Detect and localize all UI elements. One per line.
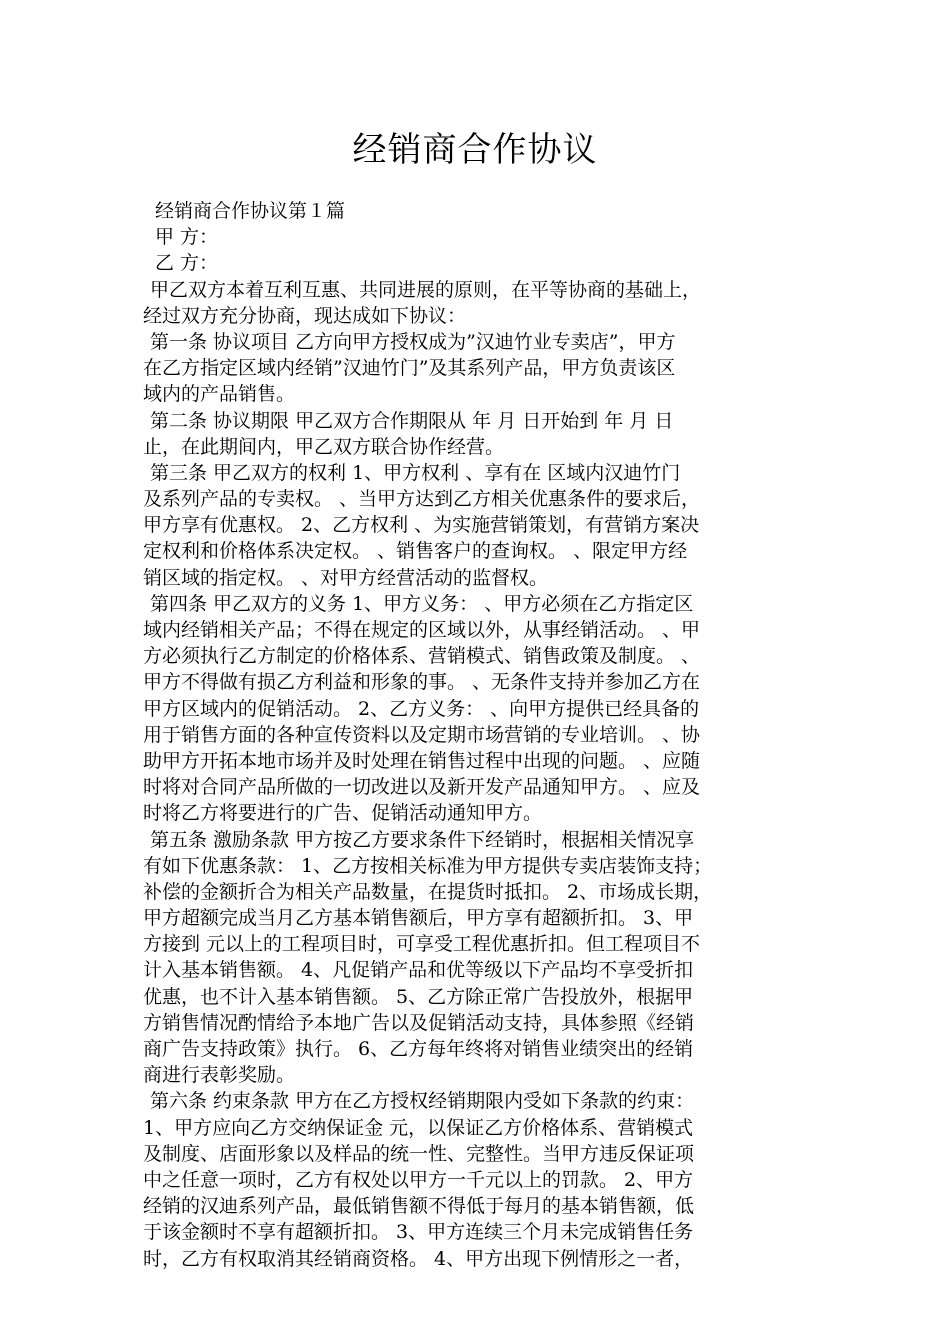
text-line: 第六条 约束条款 甲方在乙方授权经销期限内受如下条款的约束：: [150, 1090, 695, 1113]
text-line: 第三条 甲乙双方的权利 1、甲方权利 、享有在 区域内汉迪竹门: [150, 461, 681, 484]
text-line: 及系列产品的专卖权。 、当甲方达到乙方相关优惠条件的要求后，: [143, 488, 701, 511]
text-line: 时将对合同产品所做的一切改进以及新开发产品通知甲方。 、应及: [143, 776, 701, 799]
text-line: 甲 方：: [155, 226, 219, 249]
document-body: [143, 198, 811, 1272]
text-line: 方接到 元以上的工程项目时，可享受工程优惠折扣。但工程项目不: [143, 933, 701, 956]
text-line: 中之任意一项时，乙方有权处以甲方一千元以上的罚款。 2、甲方: [143, 1168, 694, 1191]
text-line: 方销售情况酌情给予本地广告以及促销活动支持，具体参照《经销: [143, 1011, 695, 1034]
text-line: 时，乙方有权取消其经销商资格。 4、甲方出现下例情形之一者，: [143, 1247, 694, 1270]
text-line: 优惠，也不计入基本销售额。 5、乙方除正常广告投放外，根据甲: [143, 985, 694, 1008]
text-line: 甲乙双方本着互利互惠、共同进展的原则，在平等协商的基础上，: [150, 278, 702, 301]
text-line: 助甲方开拓本地市场并及时处理在销售过程中出现的问题。 、应随: [143, 749, 701, 772]
text-line: 在乙方指定区域内经销”汉迪竹门”及其系列产品，甲方负责该区: [143, 357, 676, 380]
text-line: 经销的汉迪系列产品，最低销售额不得低于每月的基本销售额，低: [143, 1195, 695, 1218]
text-line: 甲方享有优惠权。 2、乙方权利 、为实施营销策划，有营销方案决: [143, 514, 700, 537]
text-line: 域内的产品销售。: [143, 383, 296, 406]
text-line: 域内经销相关产品；不得在规定的区域以外，从事经销活动。 、甲: [143, 619, 701, 641]
text-line: 甲方区域内的促销活动。 2、乙方义务： 、向甲方提供已经具备的: [143, 697, 700, 720]
text-line: 销区域的指定权。 、对甲方经营活动的监督权。: [143, 566, 549, 589]
text-line: 经销商合作协议第１篇: [155, 200, 346, 222]
text-line: 方必须执行乙方制定的价格体系、营销模式、销售政策及制度。 、: [143, 645, 701, 668]
text-line: 第四条 甲乙双方的义务 1、甲方义务： 、甲方必须在乙方指定区: [150, 592, 694, 615]
text-line: 及制度、店面形象以及样品的统一性、完整性。当甲方违反保证项: [143, 1142, 695, 1165]
text-line: 止，在此期间内，甲乙双方联合协作经营。: [143, 435, 505, 458]
text-line: 第一条 协议项目 乙方向甲方授权成为”汉迪竹业专卖店”，甲方: [150, 330, 676, 353]
text-line: 商广告支持政策》执行。 6、乙方每年终将对销售业绩突出的经销: [143, 1038, 694, 1060]
text-line: 甲方不得做有损乙方利益和形象的事。 、无条件支持并参加乙方在: [143, 671, 701, 694]
text-line: 用于销售方面的各种宣传资料以及定期市场营销的专业培训。 、协: [143, 723, 701, 746]
text-line: 第五条 激励条款 甲方按乙方要求条件下经销时，根据相关情况享: [150, 828, 695, 851]
text-line: 计入基本销售额。 4、凡促销产品和优等级以下产品均不享受折扣: [143, 959, 694, 982]
text-line: 时将乙方将要进行的广告、促销活动通知甲方。: [143, 802, 543, 825]
text-line: 1、甲方应向乙方交纳保证金 元，以保证乙方价格体系、营销模式: [143, 1116, 694, 1139]
text-line: 商进行表彰奖励。: [143, 1064, 296, 1087]
document-title: 经销商合作协议: [352, 130, 598, 170]
text-line: 乙 方：: [155, 252, 219, 275]
text-line: 第二条 协议期限 甲乙双方合作期限从 年 月 日开始到 年 月 日: [150, 409, 674, 432]
text-line: 定权利和价格体系决定权。 、销售客户的查询权。 、限定甲方经: [143, 540, 688, 563]
text-line: 经过双方充分协商，现达成如下协议：: [143, 304, 467, 327]
text-line: 于该金额时不享有超额折扣。 3、甲方连续三个月未完成销售任务: [143, 1221, 694, 1244]
text-line: 有如下优惠条款： 1、乙方按相关标准为甲方提供专卖店装饰支持；: [143, 854, 713, 877]
text-line: 甲方超额完成当月乙方基本销售额后，甲方享有超额折扣。 3、甲: [143, 907, 694, 930]
text-line: 补偿的金额折合为相关产品数量，在提货时抵扣。 2、市场成长期，: [143, 880, 713, 903]
